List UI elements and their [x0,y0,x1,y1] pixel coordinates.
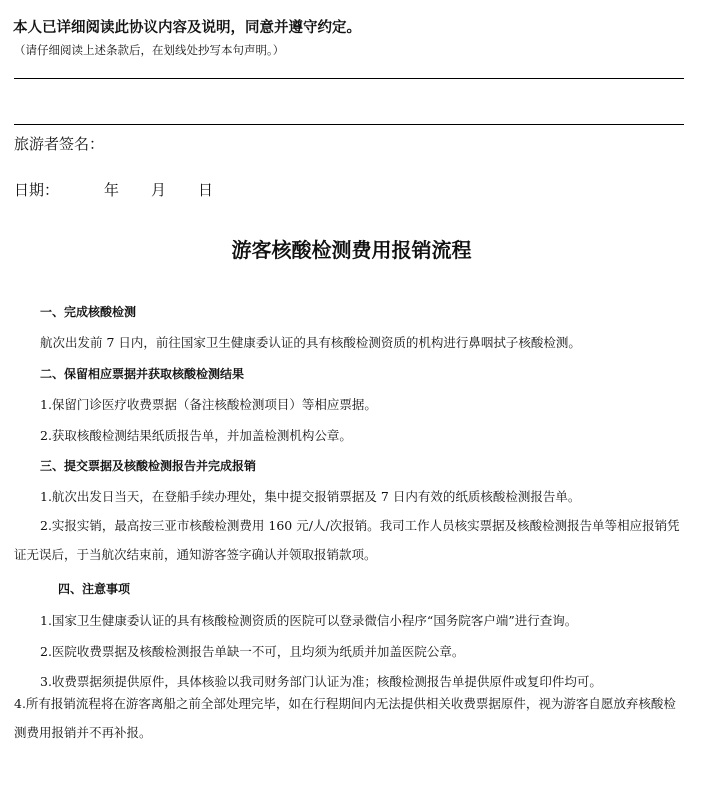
date-day-label: 日 [198,181,214,199]
declaration-statement: 本人已详细阅读此协议内容及说明，同意并遵守约定。 [13,20,361,36]
section-2-item-2: 2.获取核酸检测结果纸质报告单，并加盖检测机构公章。 [40,428,352,443]
section-3-item-2: 2.实报实销，最高按三亚市核酸检测费用 160 元/人/次报销。我司工作人员核实票据及核酸检测报告单等相应报销凭证无误后，于当航次结束前，通知游客签字确认并领取报销款项。 [14,518,680,562]
declaration-instruction: （请仔细阅读上述条款后，在划线处抄写本句声明。） [14,43,285,57]
handwriting-line-2 [14,124,684,125]
section-3-item-1: 1.航次出发日当天，在登船手续办理处，集中提交报销票据及 7 日内有效的纸质核酸检测报告单。 [40,489,581,504]
traveler-signature-label: 旅游者签名： [14,135,105,153]
date-label: 日期： [14,181,60,199]
section-4-heading: 四、注意事项 [58,582,131,596]
section-3-heading: 三、提交票据及核酸检测报告并完成报销 [40,459,257,473]
section-1-paragraph: 航次出发前 7 日内，前往国家卫生健康委认证的具有核酸检测资质的机构进行鼻咽拭子核酸检测。 [40,335,581,350]
section-2-heading: 二、保留相应票据并获取核酸检测结果 [40,367,245,381]
section-2-item-1: 1.保留门诊医疗收费票据（备注核酸检测项目）等相应票据。 [40,397,377,412]
date-year-label: 年 [104,181,120,199]
section-4-item-1: 1.国家卫生健康委认证的具有核酸检测资质的医院可以登录微信小程序“国务院客户端”进行查询。 [40,613,578,628]
date-month-label: 月 [151,181,167,199]
section-4-item-3: 3.收费票据须提供原件，具体核验以我司财务部门认证为准；核酸检测报告单提供原件或复印件均可。 [40,674,602,689]
handwriting-line-1 [14,78,684,79]
section-4-item-4: 4.所有报销流程将在游客离船之前全部处理完毕，如在行程期间内无法提供相关收费票据原件，视为游客自愿放弃核酸检测费用报销并不再补报。 [14,696,676,740]
section-1-heading: 一、完成核酸检测 [40,305,137,319]
section-4-item-2: 2.医院收费票据及核酸检测报告单缺一不可，且均须为纸质并加盖医院公章。 [40,644,465,659]
page-title: 游客核酸检测费用报销流程 [231,238,472,262]
